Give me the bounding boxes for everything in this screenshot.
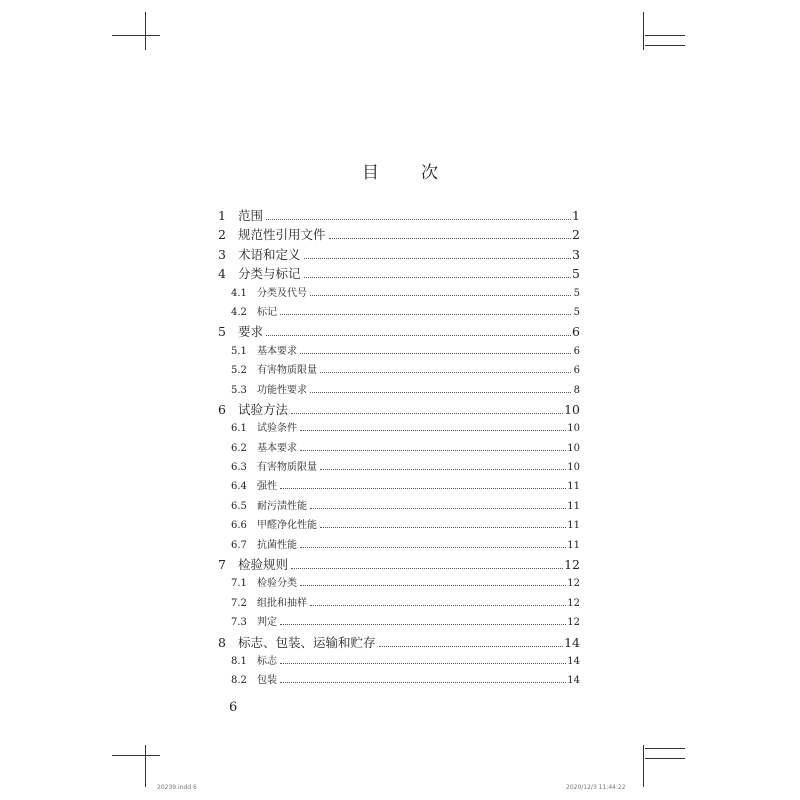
- toc-entry-page: 11: [567, 539, 580, 551]
- toc-entry[interactable]: [218, 284, 580, 303]
- toc-leader-dots: [300, 449, 566, 451]
- toc-entry[interactable]: [218, 400, 580, 419]
- toc-entry-number: 7: [218, 557, 226, 573]
- toc-entry-title: 基本要求: [257, 442, 297, 454]
- toc-entry-number: 8.1: [231, 655, 247, 667]
- toc-leader-dots: [280, 487, 566, 489]
- toc-entry-page: 3: [572, 246, 580, 262]
- toc-entry-page: 14: [567, 655, 580, 667]
- toc-leader-dots: [320, 371, 571, 373]
- toc-leader-dots: [280, 662, 566, 664]
- toc-entry-title: 分类及代号: [257, 287, 307, 299]
- toc-entry-page: 11: [567, 481, 580, 493]
- toc-entry[interactable]: [218, 516, 580, 535]
- toc-entry[interactable]: [218, 225, 580, 244]
- footer-file-slug: 20239.indd 6: [157, 784, 197, 791]
- toc-leader-dots: [310, 391, 571, 393]
- toc-entry-number: 7.3: [231, 617, 247, 629]
- toc-entry-title: 甲醛净化性能: [257, 520, 317, 532]
- toc-entry-number: 7.1: [231, 578, 247, 590]
- toc-entry[interactable]: [218, 342, 580, 361]
- toc-entry-page: 5: [572, 266, 580, 282]
- toc-entry[interactable]: [218, 555, 580, 574]
- toc-entry-number: 6.6: [231, 520, 247, 532]
- toc-entry-number: 2: [218, 227, 226, 243]
- toc-leader-dots: [320, 468, 566, 470]
- toc-entry-page: 6: [573, 345, 580, 357]
- toc-entry-title: 要求: [238, 324, 264, 340]
- toc-leader-dots: [266, 218, 571, 220]
- toc-entry-title: 包装: [257, 675, 277, 687]
- toc-entry-number: 6.7: [231, 539, 247, 551]
- toc-entry-title: 判定: [257, 617, 277, 629]
- toc-entry-number: 5: [218, 324, 226, 340]
- toc-entry-number: 1: [218, 208, 226, 223]
- toc-entry-page: 14: [564, 634, 580, 650]
- toc-entry-number: 4: [218, 266, 226, 282]
- toc-entry-number: 4.1: [231, 287, 247, 299]
- toc-leader-dots: [300, 429, 566, 431]
- toc-entry-title: 标记: [257, 306, 277, 318]
- crop-mark-bottom-right-v: [643, 745, 644, 787]
- toc-entry-title: 功能性要求: [257, 384, 307, 396]
- crop-mark-top-right-v: [643, 12, 644, 50]
- toc-entry[interactable]: [218, 206, 580, 225]
- toc-leader-dots: [300, 584, 566, 586]
- toc-entry[interactable]: [218, 361, 580, 380]
- toc-entry-page: 10: [564, 401, 580, 417]
- toc-entry-page: 2: [572, 227, 580, 243]
- toc-entry-title: 有害物质限量: [257, 365, 317, 377]
- toc-list: [218, 206, 580, 691]
- toc-leader-dots: [280, 681, 566, 683]
- toc-entry-number: 8: [218, 634, 226, 650]
- crop-mark-bottom-left-v: [145, 745, 146, 787]
- toc-entry-title: 试验条件: [257, 423, 297, 435]
- toc-entry[interactable]: [218, 381, 580, 400]
- toc-leader-dots: [266, 334, 571, 336]
- page-number: 6: [229, 700, 238, 715]
- toc-entry-page: 12: [564, 557, 580, 573]
- toc-entry[interactable]: [218, 594, 580, 613]
- crop-mark-top-right-h2: [645, 45, 685, 46]
- toc-entry-page: 5: [573, 306, 580, 318]
- toc-leader-dots: [304, 276, 571, 278]
- toc-entry[interactable]: [218, 671, 580, 690]
- toc-entry-number: 5.3: [231, 384, 247, 396]
- toc-leader-dots: [310, 294, 571, 296]
- toc-entry[interactable]: [218, 477, 580, 496]
- toc-entry-page: 1: [572, 208, 580, 223]
- toc-leader-dots: [320, 526, 566, 528]
- crop-mark-bottom-left-h: [112, 755, 160, 756]
- toc-entry[interactable]: [218, 322, 580, 341]
- toc-entry-number: 5.2: [231, 365, 247, 377]
- toc-leader-dots: [304, 257, 571, 259]
- toc-entry-page: 6: [573, 365, 580, 377]
- toc-entry-page: 10: [567, 442, 580, 454]
- toc-entry-title: 检验规则: [238, 557, 289, 573]
- toc-entry[interactable]: [218, 536, 580, 555]
- crop-mark-top-left-v: [145, 12, 146, 50]
- toc-leader-dots: [310, 604, 566, 606]
- toc-leader-dots: [280, 623, 566, 625]
- toc-leader-dots: [280, 313, 571, 315]
- toc-entry[interactable]: [218, 652, 580, 671]
- toc-entry[interactable]: [218, 245, 580, 264]
- toc-entry-number: 8.2: [231, 675, 247, 687]
- toc-entry-number: 4.2: [231, 306, 247, 318]
- toc-leader-dots: [291, 567, 563, 569]
- toc-entry-title: 组批和抽样: [257, 597, 307, 609]
- toc-entry[interactable]: [218, 613, 580, 632]
- toc-entry[interactable]: [218, 419, 580, 438]
- toc-entry-page: 5: [573, 287, 580, 299]
- toc-entry-title: 耐污渍性能: [257, 500, 307, 512]
- toc-entry-number: 3: [218, 246, 226, 262]
- toc-entry-title: 有害物质限量: [257, 462, 317, 474]
- toc-entry[interactable]: [218, 303, 580, 322]
- toc-entry-number: 6.3: [231, 462, 247, 474]
- toc-entry-title: 强性: [257, 481, 277, 493]
- crop-mark-top-right-h1: [645, 35, 685, 36]
- toc-title-part2: 次: [421, 163, 438, 183]
- footer-timestamp: 2020/12/3 11:44:22: [566, 784, 626, 791]
- toc-entry-number: 7.2: [231, 597, 247, 609]
- toc-leader-dots: [329, 237, 571, 239]
- toc-entry-title: 术语和定义: [238, 246, 301, 262]
- toc-entry-number: 6: [218, 401, 226, 417]
- toc-entry-title: 范围: [238, 208, 264, 223]
- crop-mark-bottom-right-h1: [645, 748, 685, 749]
- toc-entry-title: 标志、包装、运输和贮存: [238, 634, 376, 650]
- toc-entry-page: 6: [572, 324, 580, 340]
- toc-leader-dots: [310, 507, 566, 509]
- toc-entry-page: 11: [567, 520, 580, 532]
- toc-entry-page: 12: [567, 578, 580, 590]
- toc-entry-page: 12: [567, 597, 580, 609]
- toc-entry-title: 标志: [257, 655, 277, 667]
- toc-entry[interactable]: [218, 574, 580, 593]
- toc-entry[interactable]: [218, 633, 580, 652]
- toc-entry-title: 试验方法: [238, 401, 289, 417]
- toc-leader-dots: [300, 546, 566, 548]
- toc-entry-page: 14: [567, 675, 580, 687]
- toc-entry-number: 5.1: [231, 345, 247, 357]
- toc-entry-number: 6.4: [231, 481, 247, 493]
- toc-leader-dots: [379, 645, 564, 647]
- crop-mark-top-left-h: [112, 35, 160, 36]
- toc-title-part1: 目: [362, 163, 379, 183]
- toc-entry-title: 基本要求: [257, 345, 297, 357]
- toc-entry[interactable]: [218, 458, 580, 477]
- toc-entry-title: 规范性引用文件: [238, 227, 326, 243]
- toc-entry-page: 10: [567, 423, 580, 435]
- toc-entry[interactable]: [218, 264, 580, 283]
- toc-entry-title: 抗菌性能: [257, 539, 297, 551]
- toc-entry-page: 12: [567, 617, 580, 629]
- toc-title: [0, 158, 800, 183]
- toc-entry-page: 8: [573, 384, 580, 396]
- toc-entry-number: 6.1: [231, 423, 247, 435]
- toc-entry[interactable]: [218, 439, 580, 458]
- toc-leader-dots: [291, 412, 563, 414]
- toc-entry-title: 分类与标记: [238, 266, 301, 282]
- toc-entry[interactable]: [218, 497, 580, 516]
- toc-entry-page: 10: [567, 462, 580, 474]
- toc-leader-dots: [300, 352, 571, 354]
- crop-mark-bottom-right-h2: [645, 758, 685, 759]
- toc-entry-number: 6.2: [231, 442, 247, 454]
- toc-entry-page: 11: [567, 500, 580, 512]
- toc-entry-title: 检验分类: [257, 578, 297, 590]
- toc-entry-number: 6.5: [231, 500, 247, 512]
